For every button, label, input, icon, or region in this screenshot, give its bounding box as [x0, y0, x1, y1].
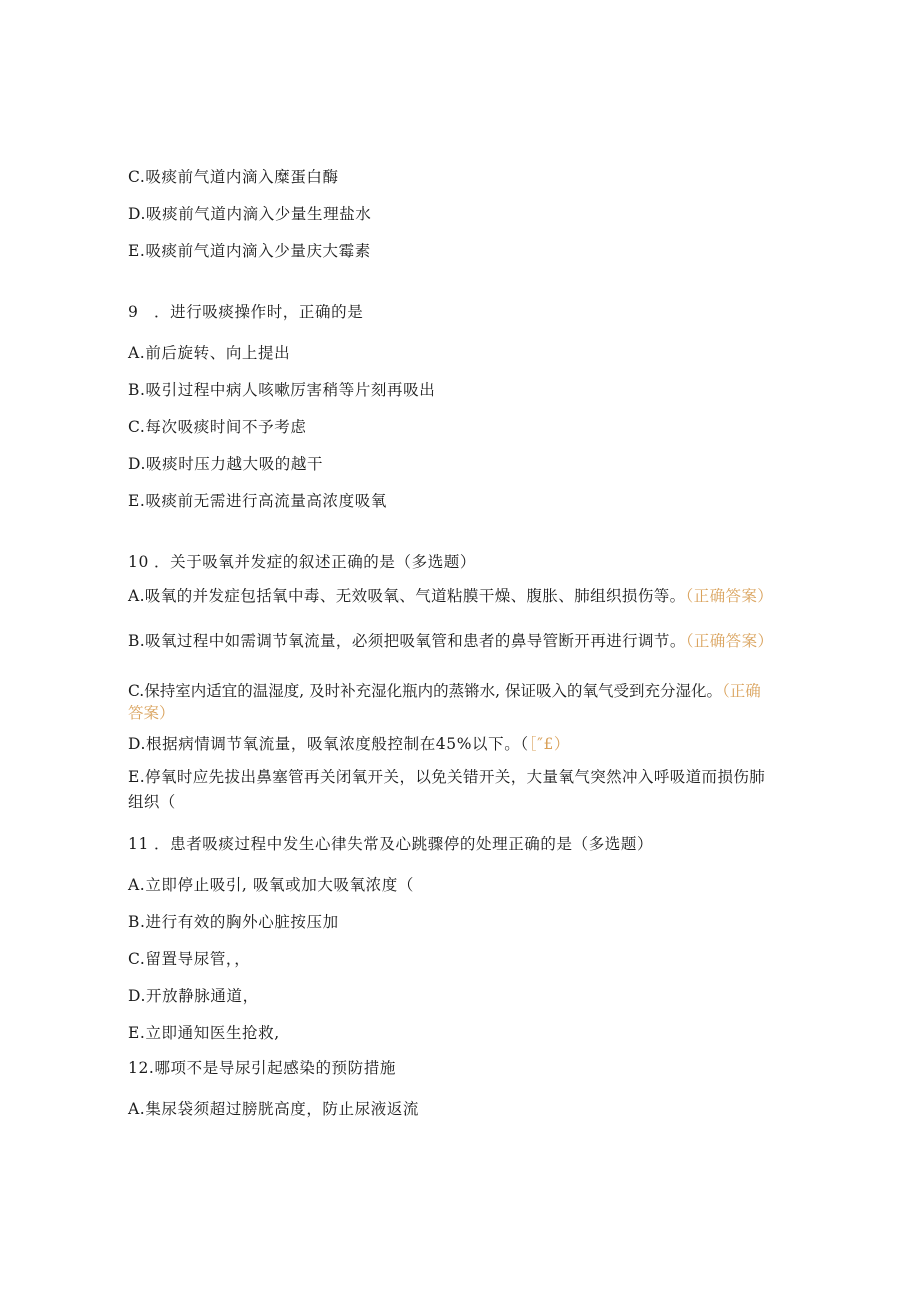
q11-option-c: C.留置导尿管，，	[128, 950, 251, 968]
q11-option-e: E.立即通知医生抢救,	[128, 1024, 280, 1042]
q10-option-d-answer-mark: ［″£）	[528, 735, 571, 753]
q12-stem: 12.哪项不是导尿引起感染的预防措施	[128, 1059, 396, 1077]
q9-option-b: B.吸引过程中病人咳嗽厉害稍等片刻再吸出	[128, 381, 436, 399]
q10-option-c-text: C.保持室内适宜的温湿度, 及时补充湿化瓶内的蒸锵水, 保证吸入的氧气受到充分湿化。	[128, 682, 722, 700]
q10-option-d	[128, 733, 570, 755]
q11-option-d: D.开放静脉通道，	[128, 987, 259, 1005]
q10-option-b	[128, 630, 776, 652]
q9-option-a: A.前后旋转、向上提出	[128, 344, 291, 362]
q10-option-a-answer-mark: （正确答案）	[685, 587, 774, 605]
q11-number: 11	[128, 835, 149, 853]
q9-text: ．进行吸痰操作时，正确的是	[154, 303, 364, 321]
q9-option-c: C.每次吸痰时间不予考虑	[128, 418, 307, 436]
q10-stem	[128, 551, 476, 573]
q10-number: 10	[128, 553, 149, 571]
q11-option-a: A.立即停止吸引, 吸氧或加大吸氧浓度（	[128, 876, 414, 894]
q9-number: 9	[128, 303, 139, 321]
q8-option-d: D.吸痰前气道内滴入少量生理盐水	[128, 205, 372, 223]
q9-stem	[128, 301, 363, 323]
q11-option-b: B.进行有效的胸外心脏按压加	[128, 913, 339, 931]
q10-option-a-text: A.吸氧的并发症包括氧中毒、无效吸氧、气道粘膜干燥、腹胀、肺组织损伤等。	[128, 587, 686, 605]
q9-option-d: D.吸痰时压力越大吸的越干	[128, 455, 324, 473]
q10-option-c	[128, 680, 776, 724]
q10-option-b-answer-mark: （正确答案）	[685, 632, 774, 650]
q11-text: ．患者吸痰过程中发生心律失常及心跳骤停的处理正确的是（多选题）	[154, 835, 654, 853]
q9-option-e: E.吸痰前无需进行高流量高浓度吸氧	[128, 492, 387, 510]
q10-text: ．关于吸氧并发症的叙述正确的是（多选题）	[154, 553, 477, 571]
q10-option-b-text: B.吸氧过程中如需调节氧流量，必须把吸氧管和患者的鼻导管断开再进行调节。	[128, 632, 686, 650]
q10-option-d-text: D.根据病情调节氧流量，吸氧浓度般控制在45%以下。（	[128, 735, 529, 753]
q10-option-c-answer-mark: （正确答案）	[128, 682, 761, 722]
q8-option-c: C.吸痰前气道内滴入糜蛋白酶	[128, 168, 339, 186]
q11-stem	[128, 833, 653, 855]
q10-option-a	[128, 585, 776, 607]
q8-option-e: E.吸痰前气道内滴入少量庆大霉素	[128, 242, 371, 260]
q10-option-e: E.停氧时应先拔出鼻塞管再关闭氧开关，以免关错开关，大量氧气突然冲入呼吸道而损伤肺组织（	[128, 768, 766, 811]
q12-option-a: A.集尿袋须超过膀胱高度，防止尿液返流	[128, 1100, 420, 1118]
